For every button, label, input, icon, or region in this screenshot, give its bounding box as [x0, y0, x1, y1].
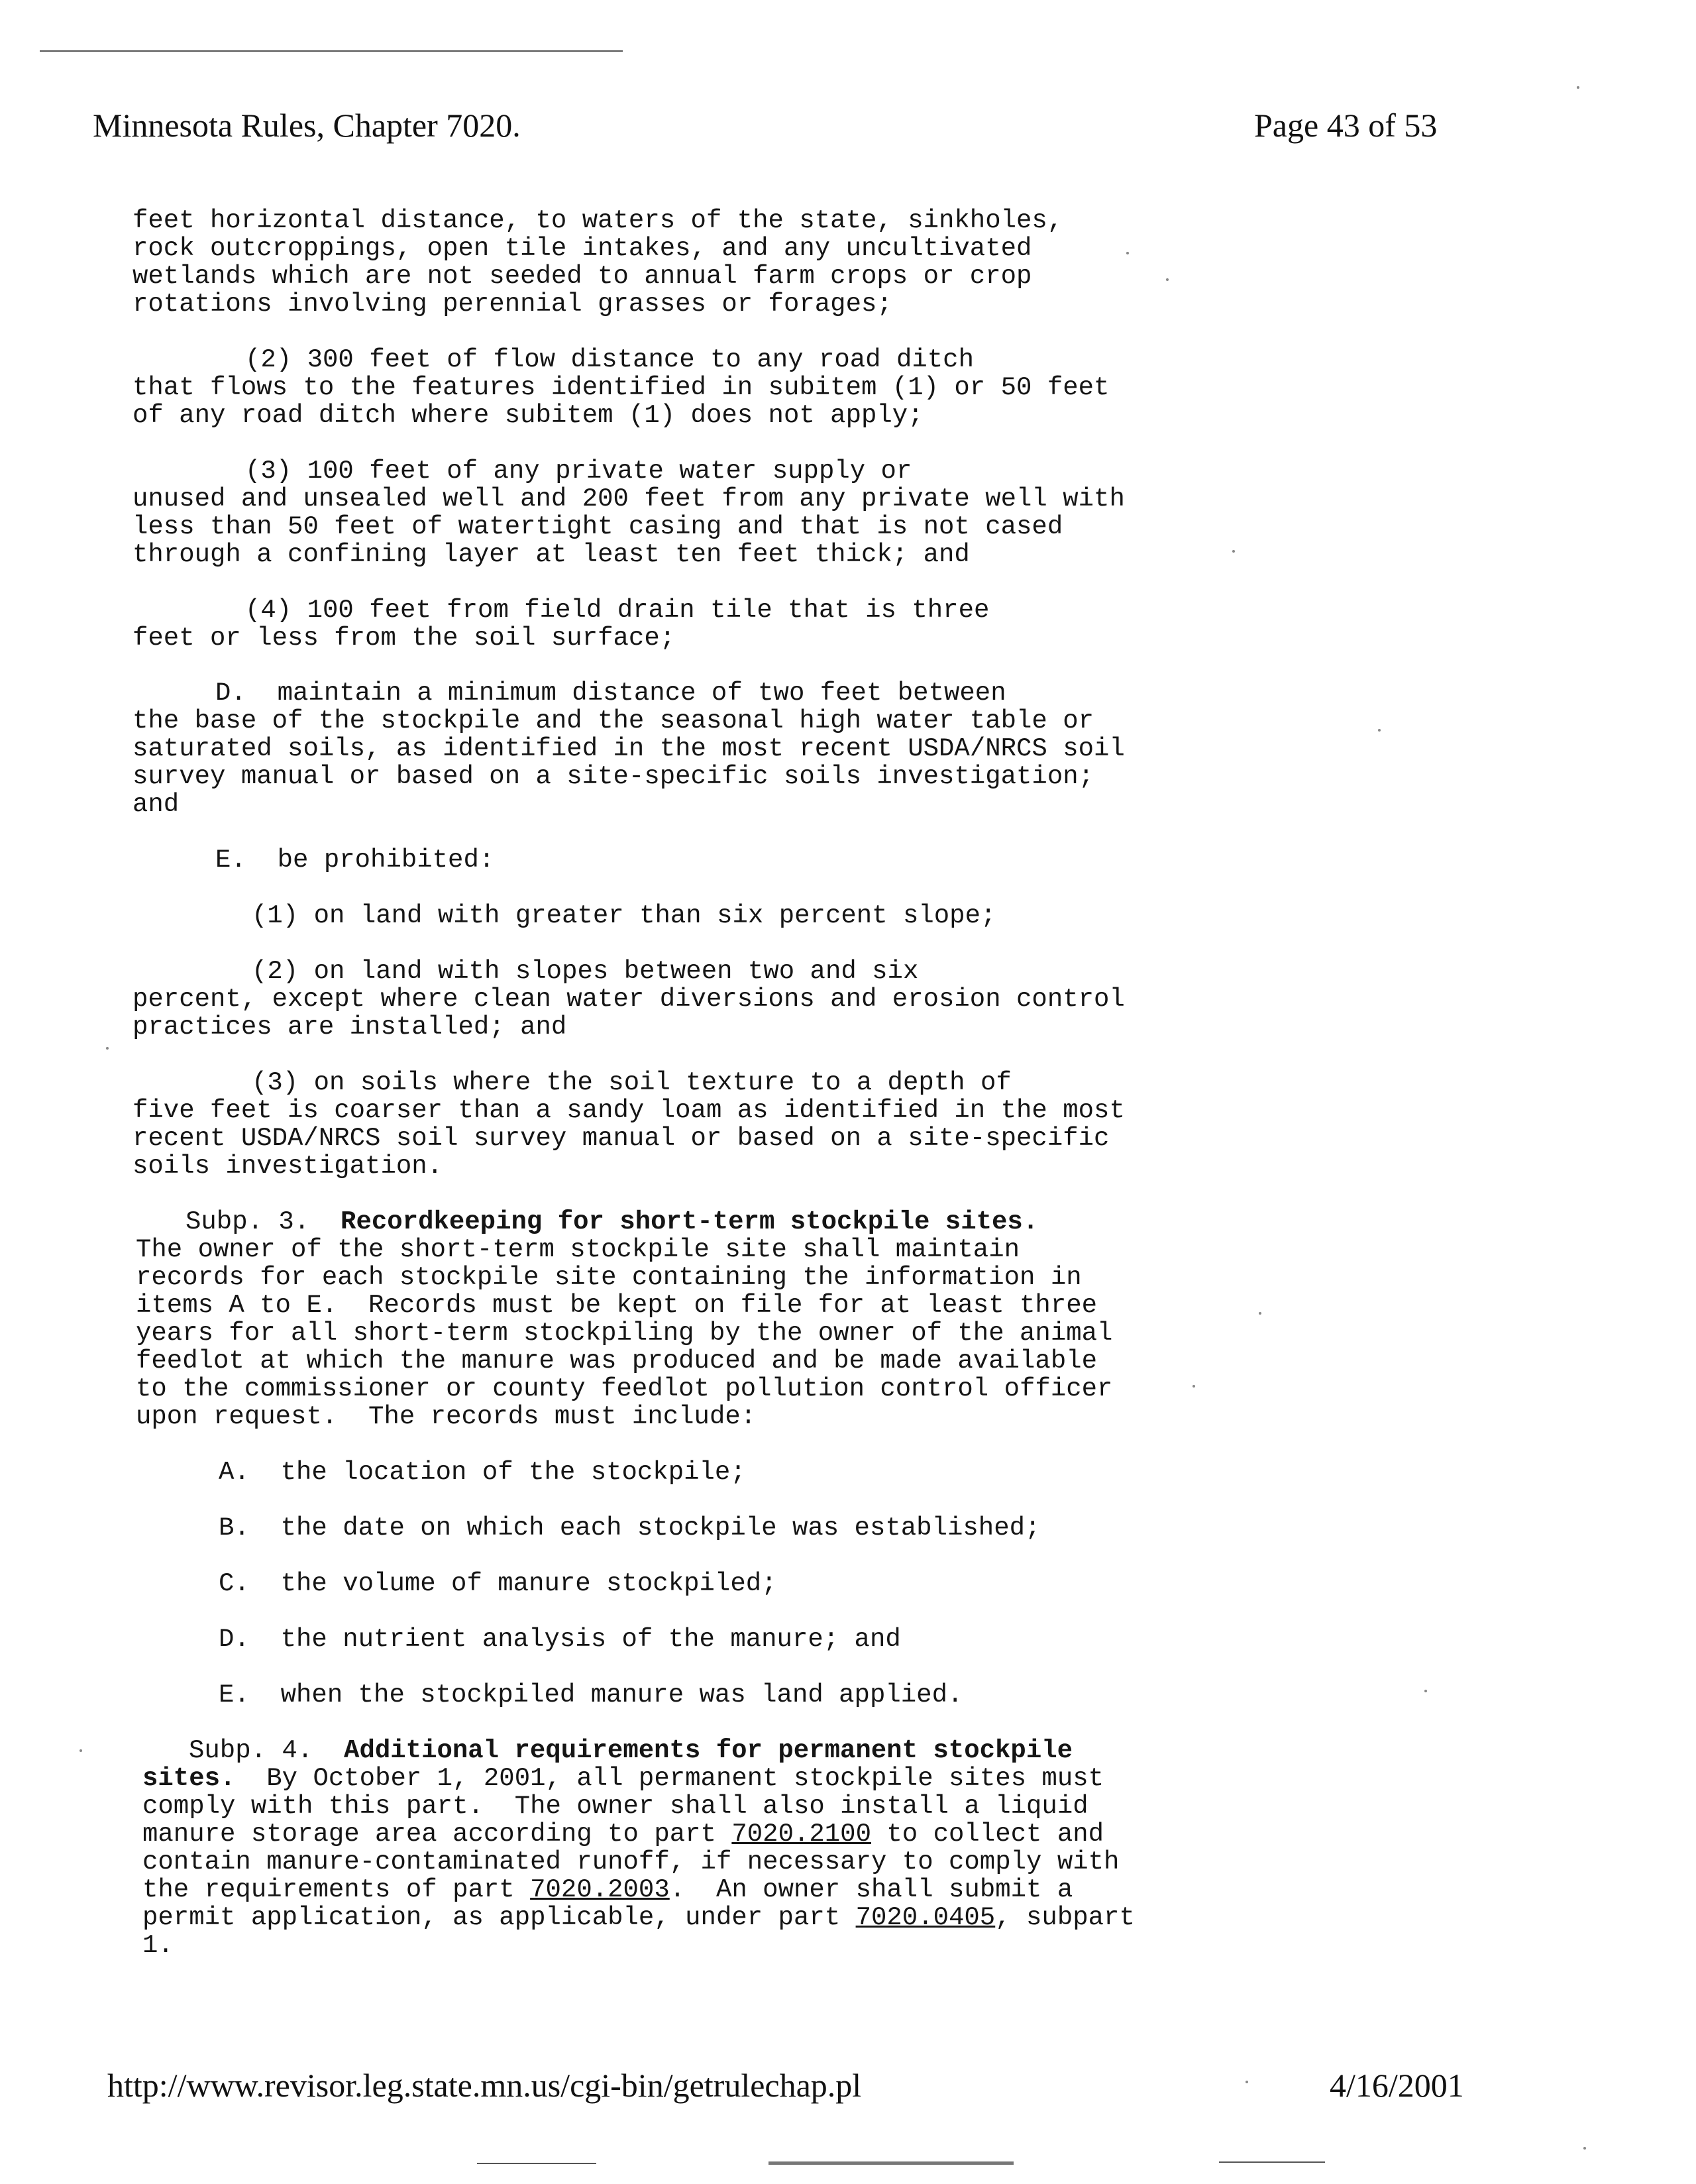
text-line [132, 207, 1063, 235]
line-text: (3) on soils where the soil texture to a depth of [252, 1068, 1012, 1097]
line-text: Subp. 3. [186, 1207, 341, 1236]
text-line [132, 1013, 566, 1041]
text-line [219, 1625, 901, 1653]
text-line [132, 624, 675, 652]
text-line [132, 1152, 443, 1180]
scan-speck [1192, 1385, 1195, 1388]
line-text: and [132, 790, 180, 819]
text-line [142, 1820, 1104, 1848]
print-date: 4/16/2001 [1330, 2067, 1464, 2104]
line-text: rock outcroppings, open tile intakes, and any uncultivated [132, 234, 1032, 263]
text-line [219, 1514, 1040, 1542]
scan-speck [1424, 1690, 1427, 1692]
line-text: to the commissioner or county feedlot pollution control officer [136, 1374, 1113, 1403]
bold-heading: sites. [142, 1764, 236, 1793]
scan-rule-bottom-right [1219, 2161, 1325, 2163]
line-text: unused and unsealed well and 200 feet from any private well with [132, 484, 1125, 514]
text-line [245, 596, 989, 624]
text-line [219, 1458, 746, 1486]
line-text: feedlot at which the manure was produced and be made available [136, 1346, 1098, 1376]
text-line [215, 679, 1006, 707]
line-text: 1. [142, 1931, 174, 1960]
text-line [252, 902, 996, 930]
text-line [245, 346, 974, 374]
scan-speck [1259, 1312, 1261, 1315]
text-line [189, 1737, 1073, 1765]
text-line [136, 1347, 1097, 1375]
text-line [245, 457, 912, 485]
line-text: recent USDA/NRCS soil survey manual or based on a site-specific [132, 1124, 1110, 1153]
text-line [132, 763, 1094, 791]
rule-reference-link[interactable]: 7020.0405 [855, 1903, 996, 1932]
line-text: soils investigation. [132, 1152, 443, 1181]
text-line [132, 707, 1094, 735]
line-text: The owner of the short-term stockpile site shall maintain [136, 1235, 1020, 1264]
rule-reference-link[interactable]: 7020.2100 [731, 1820, 871, 1849]
document-title: Minnesota Rules, Chapter 7020. [93, 107, 521, 144]
line-text: contain manure-contaminated runoff, if necessary to comply with [142, 1847, 1120, 1877]
rule-reference-link[interactable]: 7020.2003 [530, 1875, 670, 1904]
line-text-tail: By October 1, 2001, all permanent stockpile sites must [235, 1764, 1104, 1793]
text-line [142, 1904, 1135, 1932]
bold-heading: Recordkeeping for short-term stockpile sites. [341, 1207, 1039, 1236]
line-text: the requirements of part [142, 1875, 531, 1904]
text-line [132, 402, 924, 429]
line-text: C. the volume of manure stockpiled; [219, 1569, 777, 1598]
line-text: Subp. 4. [189, 1736, 344, 1765]
text-line [136, 1375, 1112, 1403]
text-line [132, 985, 1125, 1013]
line-text: D. maintain a minimum distance of two feet between [215, 679, 1006, 708]
text-line [132, 541, 970, 569]
text-line [132, 290, 892, 318]
line-text: (2) on land with slopes between two and six [252, 957, 919, 986]
bold-heading: Additional requirements for permanent stockpile [344, 1736, 1073, 1765]
text-line [136, 1264, 1082, 1291]
scan-speck [1232, 550, 1235, 553]
line-text: five feet is coarser than a sandy loam as identified in the most [132, 1096, 1125, 1125]
line-text: records for each stockpile site containing the information in [136, 1263, 1082, 1292]
line-text: less than 50 feet of watertight casing and that is not cased [132, 512, 1063, 541]
text-line [136, 1403, 756, 1431]
line-text: A. the location of the stockpile; [219, 1458, 746, 1487]
text-line [136, 1319, 1112, 1347]
scan-speck [1126, 252, 1129, 254]
line-text: through a confining layer at least ten feet thick; and [132, 540, 970, 569]
line-text: D. the nutrient analysis of the manure; and [219, 1625, 901, 1654]
text-line [252, 1069, 1012, 1097]
line-text: the base of the stockpile and the seasonal high water table or [132, 706, 1094, 736]
text-line [132, 513, 1063, 541]
line-text: permit application, as applicable, under part [142, 1903, 856, 1932]
text-line [132, 1124, 1109, 1152]
line-text: years for all short-term stockpiling by the owner of the animal [136, 1319, 1113, 1348]
line-text: comply with this part. The owner shall also install a liquid [142, 1792, 1088, 1821]
scan-speck [1378, 729, 1381, 732]
line-text: percent, except where clean water diversions and erosion control [132, 985, 1125, 1014]
scan-speck [80, 1749, 82, 1752]
source-url: http://www.revisor.leg.state.mn.us/cgi-bin/getrulechap.pl [107, 2067, 862, 2104]
text-line [186, 1208, 1038, 1236]
line-text: E. when the stockpiled manure was land applied. [219, 1680, 963, 1710]
text-line [142, 1932, 174, 1959]
text-line [252, 957, 918, 985]
line-text: items A to E. Records must be kept on file for at least three [136, 1291, 1098, 1320]
line-text: E. be prohibited: [215, 846, 495, 875]
text-line [136, 1236, 1020, 1264]
text-line [215, 846, 494, 874]
text-line [132, 374, 1109, 402]
scan-speck [1577, 86, 1579, 89]
line-text: survey manual or based on a site-specific soils investigation; [132, 762, 1094, 791]
line-text: feet horizontal distance, to waters of the state, sinkholes, [132, 206, 1063, 235]
page-number: Page 43 of 53 [1254, 107, 1438, 144]
line-text-tail: , subpart [995, 1903, 1135, 1932]
scan-speck [1246, 2081, 1248, 2083]
line-text: upon request. The records must include: [136, 1402, 757, 1431]
line-text: B. the date on which each stockpile was established; [219, 1513, 1041, 1543]
line-text: feet or less from the soil surface; [132, 624, 676, 653]
text-line [142, 1765, 1104, 1792]
line-text: (3) 100 feet of any private water supply or [245, 457, 912, 486]
line-text: (4) 100 feet from field drain tile that is three [245, 596, 990, 625]
text-line [136, 1291, 1097, 1319]
scan-speck [1583, 2147, 1586, 2150]
line-text: (1) on land with greater than six percent slope; [252, 901, 996, 930]
scan-rule-bottom-left [477, 2163, 596, 2164]
text-line [132, 235, 1032, 262]
text-line [132, 735, 1125, 763]
text-line [219, 1681, 963, 1709]
line-text-tail: to collect and [871, 1820, 1104, 1849]
line-text: (2) 300 feet of flow distance to any road ditch [245, 345, 974, 374]
text-line [132, 485, 1125, 513]
text-line [219, 1570, 777, 1598]
line-text-tail: . An owner shall submit a [669, 1875, 1073, 1904]
text-line [142, 1876, 1073, 1904]
line-text: wetlands which are not seeded to annual farm crops or crop [132, 262, 1032, 291]
scan-speck [1166, 278, 1169, 281]
line-text: that flows to the features identified in subitem (1) or 50 feet [132, 373, 1110, 402]
line-text: rotations involving perennial grasses or forages; [132, 290, 892, 319]
line-text: manure storage area according to part [142, 1820, 732, 1849]
text-line [132, 791, 179, 818]
text-line [132, 1097, 1125, 1124]
text-line [142, 1792, 1088, 1820]
scan-rule-top [40, 50, 623, 52]
text-line [132, 262, 1032, 290]
line-text: saturated soils, as identified in the most recent USDA/NRCS soil [132, 734, 1125, 763]
scan-speck [106, 1047, 109, 1050]
line-text: practices are installed; and [132, 1012, 567, 1042]
scan-bar-bottom [768, 2161, 1014, 2165]
text-line [142, 1848, 1119, 1876]
line-text: of any road ditch where subitem (1) does not apply; [132, 401, 924, 430]
